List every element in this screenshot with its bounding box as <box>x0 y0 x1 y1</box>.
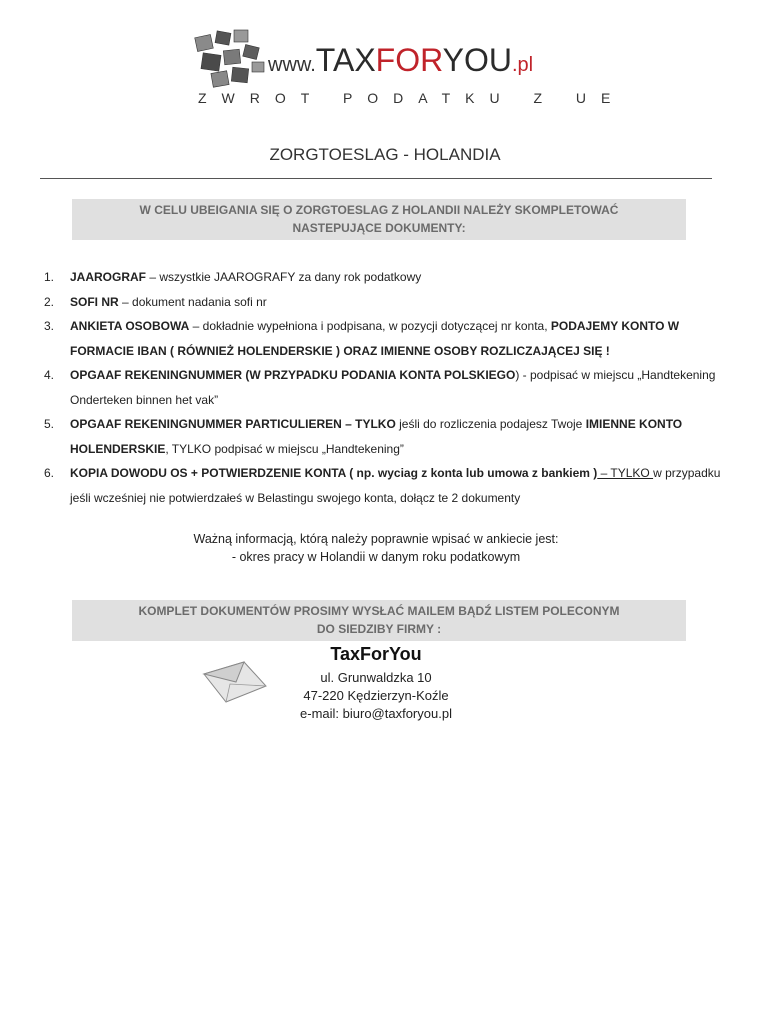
list-item <box>40 314 730 363</box>
item-bold: KOPIA DOWODU OS + POTWIERDZENIE KONTA ( np. wyciag z konta lub umowa z bankiem ) <box>70 466 598 480</box>
list-number: 2. <box>44 294 55 309</box>
logo-for: FOR <box>375 42 443 78</box>
item-bold-2: IMIENNE KONTO HOLENDERSKIE <box>70 417 683 456</box>
item-bold: SOFI NR <box>70 294 119 309</box>
item-text: – dokument nadania sofi nr <box>118 294 267 309</box>
documents-banner-line2: NASTEPUJĄCE DOKUMENTY: <box>292 221 466 235</box>
documents-banner-line1: W CELU UBEIGANIA SIĘ O ZORGTOESLAG Z HOLANDII NALEŻY SKOMPLETOWAĆ <box>139 203 619 217</box>
item-text: – dokładnie wypełniona i podpisana, w pozycji dotyczącej nr konta, <box>189 319 551 333</box>
list-item <box>40 290 730 315</box>
company-city: 47-220 Kędzierzyn-Koźle <box>303 688 449 703</box>
logo-wordmark <box>268 42 533 79</box>
item-bold: JAAROGRAF <box>70 270 147 284</box>
list-item <box>40 265 730 290</box>
list-number: 1. <box>44 270 55 284</box>
item-bold: ANKIETA OSOBOWA <box>70 319 190 333</box>
company-name: TaxForYou <box>330 644 422 664</box>
info-line1: Ważną informacją, którą należy poprawnie wpisać w ankiecie jest: <box>193 532 559 546</box>
list-number: 4. <box>44 368 55 382</box>
item-text-2: , TYLKO podpisać w miejscu „Handtekening” <box>165 441 404 456</box>
item-text: jeśli do rozliczenia podajesz Twoje <box>395 417 586 431</box>
item-text: ) - podpisać w miejscu „Handtekening Onderteken binnen het vak” <box>70 368 716 407</box>
send-banner <box>72 600 686 641</box>
logo-pl: .pl <box>511 54 534 76</box>
item-underline: – TYLKO <box>597 466 654 480</box>
info-note <box>0 530 752 566</box>
logo-tagline: ZWROT PODATKU Z UE <box>198 90 626 106</box>
logo <box>190 28 626 108</box>
send-banner-line2: DO SIEDZIBY FIRMY : <box>316 622 442 636</box>
item-bold: OPGAAF REKENINGNUMMER (W PRZYPADKU PODANIA KONTA POLSKIEGO <box>70 368 516 382</box>
page-title: ZORGTOESLAG - HOLANDIA <box>269 145 501 164</box>
company-email: e-mail: biuro@taxforyou.pl <box>300 706 452 721</box>
list-item <box>40 461 730 510</box>
list-number: 5. <box>44 417 55 431</box>
logo-www: www. <box>268 54 316 76</box>
title-divider <box>40 178 712 179</box>
list-number: 6. <box>44 466 55 480</box>
logo-tax: TAX <box>315 42 376 78</box>
documents-list <box>40 265 730 510</box>
item-bold-2: PODAJEMY KONTO W FORMACIE IBAN ( RÓWNIEŻ HOLENDERSKIE ) ORAZ IMIENNE OSOBY ROZLICZAJĄCEJ SIĘ ! <box>70 319 680 358</box>
info-line2: - okres pracy w Holandii w danym roku podatkowym <box>231 550 521 564</box>
logo-you: YOU <box>442 42 512 78</box>
list-number: 3. <box>44 319 55 333</box>
item-text: – wszystkie JAAROGRAFY za dany rok podatkowy <box>146 270 422 284</box>
send-banner-line1: KOMPLET DOKUMENTÓW PROSIMY WYSŁAĆ MAILEM BĄDŹ LISTEM POLECONYM <box>138 604 620 618</box>
list-item <box>40 412 730 461</box>
item-text: w przypadku jeśli wcześniej nie potwierdzałeś w Belastingu swojego konta, dołącz te 2 dokumenty <box>70 466 721 505</box>
list-item <box>40 363 730 412</box>
documents-banner <box>72 199 686 240</box>
company-street: ul. Grunwaldzka 10 <box>320 670 432 685</box>
item-bold: OPGAAF REKENINGNUMMER PARTICULIEREN – TYLKO <box>70 417 396 431</box>
cubes-logo-icon <box>190 28 280 92</box>
